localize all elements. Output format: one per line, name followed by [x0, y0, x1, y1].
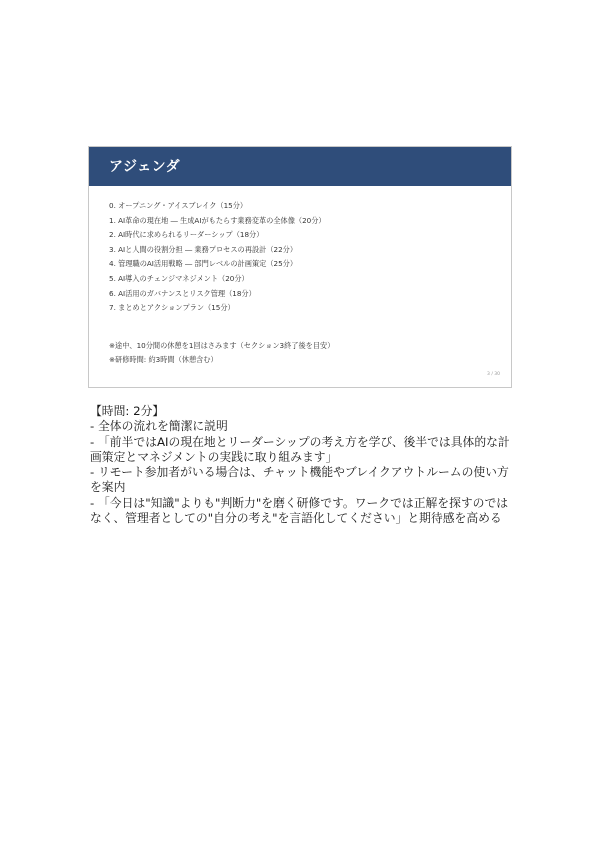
notes-line: - リモート参加者がいる場合は、チャット機能やブレイクアウトルームの使い方を案内 [90, 465, 509, 495]
notes-line: - 「今日は"知識"よりも"判断力"を磨く研修です。ワークでは正解を探すのではなく、管理者としての"自分の考え"を言語化してください」と期待感を高める [90, 495, 509, 526]
agenda-item: 0. オープニング・アイスブレイク（15分） [109, 201, 248, 210]
slide-header [89, 147, 511, 186]
agenda-item: 2. AI時代に求められるリーダーシップ（18分） [109, 230, 264, 240]
page-number: 3 / 30 [487, 372, 500, 377]
notes-line: - 全体の流れを簡潔に説明 [90, 419, 228, 434]
slide-title: アジェンダ [109, 159, 181, 175]
notes-line: - 「前半ではAIの現在地とリーダーシップの考え方を学び、後半では具体的な計画策定とマネジメントの実践に取り組みます」 [90, 434, 510, 464]
agenda-item: 4. 管理職のAI活用戦略 ― 部門レベルの計画策定（25分） [109, 259, 298, 269]
agenda-item: 1. AI革命の現在地 ― 生成AIがもたらす業務変革の全体像（20分） [109, 215, 326, 225]
speaker-notes [90, 404, 510, 526]
agenda-list [109, 199, 326, 316]
duration-note: ※研修時間: 約3時間（休憩含む） [109, 355, 218, 364]
agenda-item: 5. AI導入のチェンジマネジメント（20分） [109, 273, 249, 283]
slide-footnotes [109, 339, 334, 367]
break-note: ※途中、10分間の休憩を1回はさみます（セクション3終了後を目安） [109, 341, 335, 350]
agenda-item: 7. まとめとアクションプラン（15分） [109, 303, 235, 313]
agenda-item: 6. AI活用のガバナンスとリスク管理（18分） [109, 288, 256, 298]
slide-thumbnail [88, 146, 512, 388]
agenda-item: 3. AIと人間の役割分担 ― 業務プロセスの再設計（22分） [109, 244, 298, 254]
notes-time: 【時間: 2分】 [90, 404, 165, 418]
